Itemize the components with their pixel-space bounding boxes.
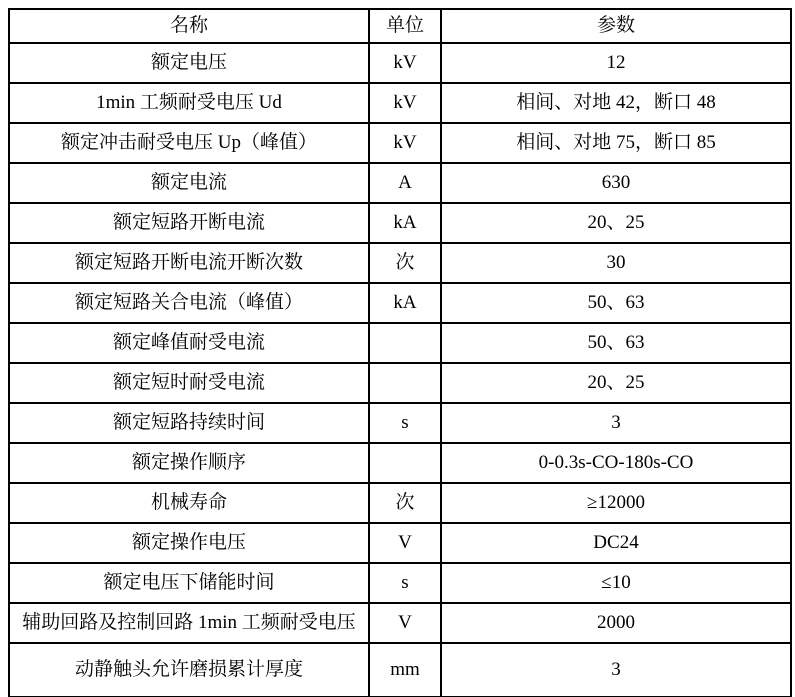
table-row (9, 323, 791, 363)
table-row (9, 643, 791, 697)
row-name-cell: 额定操作电压 (9, 523, 369, 563)
table-body (9, 43, 791, 697)
row-name-cell: 1min 工频耐受电压 Ud (9, 83, 369, 123)
row-value-cell: 20、25 (441, 363, 791, 403)
row-unit-cell: V (369, 523, 441, 563)
spec-table (8, 8, 792, 697)
row-unit-cell: mm (369, 643, 441, 697)
row-value-cell: 12 (441, 43, 791, 83)
row-name-cell: 额定电压下储能时间 (9, 563, 369, 603)
row-value-cell: 0-0.3s-CO-180s-CO (441, 443, 791, 483)
row-name-cell: 额定峰值耐受电流 (9, 323, 369, 363)
row-value-cell: 630 (441, 163, 791, 203)
row-value-cell: 2000 (441, 603, 791, 643)
table-row (9, 563, 791, 603)
header-cell-name: 名称 (9, 9, 369, 43)
header-cell-param: 参数 (441, 9, 791, 43)
row-unit-cell: kV (369, 83, 441, 123)
table-row (9, 403, 791, 443)
row-name-cell: 额定短路开断电流开断次数 (9, 243, 369, 283)
table-row (9, 443, 791, 483)
row-unit-cell (369, 363, 441, 403)
row-name-cell: 额定短路持续时间 (9, 403, 369, 443)
table-row (9, 523, 791, 563)
row-value-cell: 相间、对地 75，断口 85 (441, 123, 791, 163)
row-name-cell: 额定电压 (9, 43, 369, 83)
table-row (9, 283, 791, 323)
row-value-cell: 50、63 (441, 283, 791, 323)
row-value-cell: 50、63 (441, 323, 791, 363)
row-name-cell: 额定短时耐受电流 (9, 363, 369, 403)
row-value-cell: 20、25 (441, 203, 791, 243)
row-value-cell: 3 (441, 643, 791, 697)
table-row (9, 603, 791, 643)
row-value-cell: DC24 (441, 523, 791, 563)
row-name-cell: 额定短路开断电流 (9, 203, 369, 243)
row-name-cell: 机械寿命 (9, 483, 369, 523)
row-unit-cell: s (369, 563, 441, 603)
row-name-cell: 额定操作顺序 (9, 443, 369, 483)
table-row (9, 363, 791, 403)
row-unit-cell: kV (369, 123, 441, 163)
row-unit-cell (369, 443, 441, 483)
table-row (9, 43, 791, 83)
row-name-cell: 动静触头允许磨损累计厚度 (9, 643, 369, 697)
row-unit-cell: V (369, 603, 441, 643)
row-value-cell: 相间、对地 42，断口 48 (441, 83, 791, 123)
row-unit-cell: kV (369, 43, 441, 83)
row-value-cell: ≥12000 (441, 483, 791, 523)
table-row (9, 203, 791, 243)
row-value-cell: 3 (441, 403, 791, 443)
row-unit-cell: A (369, 163, 441, 203)
row-unit-cell: 次 (369, 243, 441, 283)
table-row (9, 123, 791, 163)
table-row (9, 163, 791, 203)
table-row (9, 83, 791, 123)
row-name-cell: 辅助回路及控制回路 1min 工频耐受电压 (9, 603, 369, 643)
row-name-cell: 额定冲击耐受电压 Up（峰值） (9, 123, 369, 163)
row-unit-cell: kA (369, 283, 441, 323)
table-row (9, 243, 791, 283)
row-name-cell: 额定短路关合电流（峰值） (9, 283, 369, 323)
header-cell-unit: 单位 (369, 9, 441, 43)
row-unit-cell: kA (369, 203, 441, 243)
row-value-cell: 30 (441, 243, 791, 283)
row-unit-cell (369, 323, 441, 363)
row-name-cell: 额定电流 (9, 163, 369, 203)
row-unit-cell: s (369, 403, 441, 443)
row-value-cell: ≤10 (441, 563, 791, 603)
table-row (9, 483, 791, 523)
header-row (9, 9, 791, 43)
row-unit-cell: 次 (369, 483, 441, 523)
